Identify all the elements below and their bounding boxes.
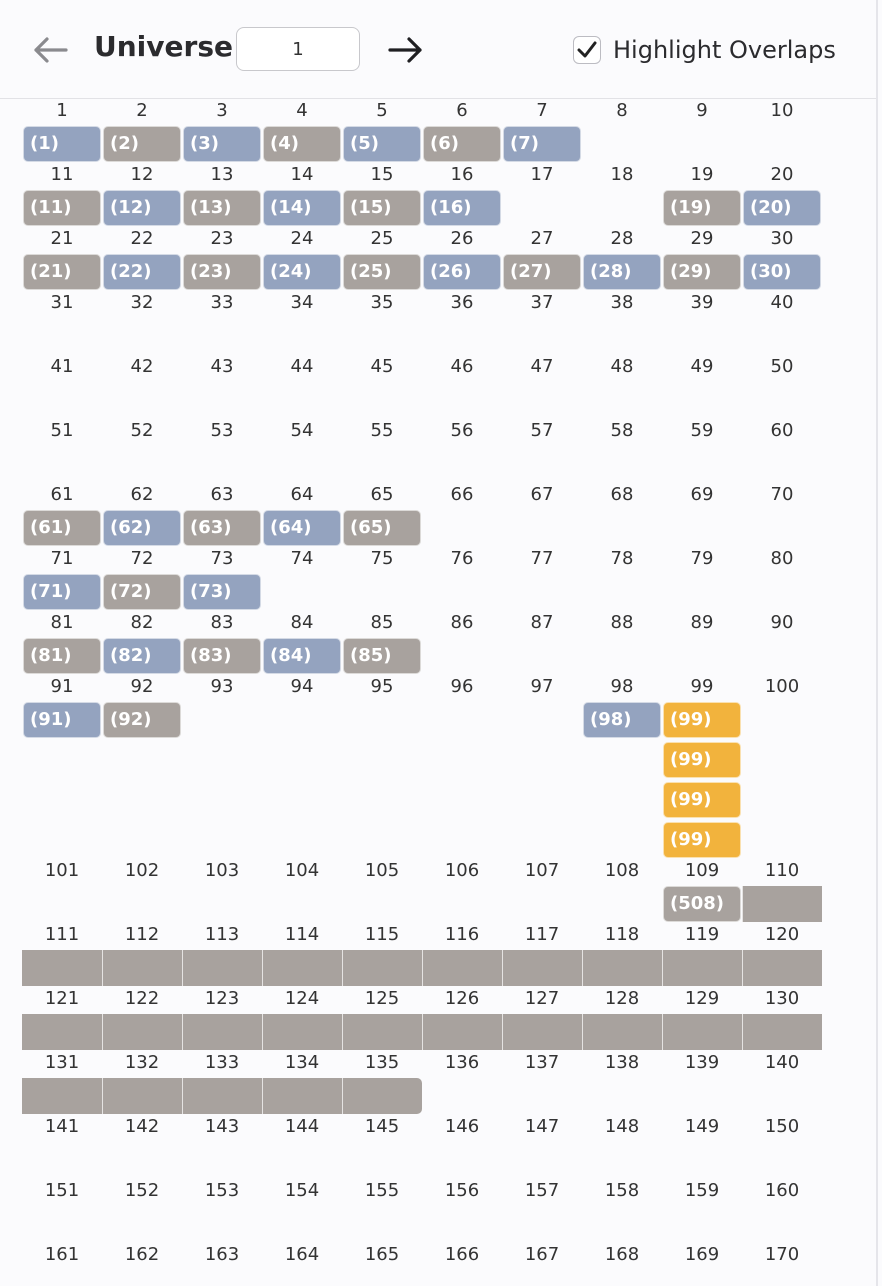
channel-number: 117	[524, 924, 560, 945]
fixture-chip[interactable]: (5)	[343, 126, 421, 162]
fixture-chip[interactable]: (2)	[103, 126, 181, 162]
fixture-chip[interactable]	[742, 950, 822, 986]
channel-number: 119	[684, 924, 720, 945]
channel-number: 135	[364, 1052, 400, 1073]
channel-number: 84	[290, 612, 314, 633]
channel-number: 144	[284, 1116, 320, 1137]
channel-number: 160	[764, 1180, 800, 1201]
channel-number: 140	[764, 1052, 800, 1073]
fixture-chip[interactable]	[422, 1014, 502, 1050]
channel-number: 28	[610, 228, 634, 249]
channel-number: 163	[204, 1244, 240, 1265]
fixture-chip[interactable]: (65)	[343, 510, 421, 546]
channel-number: 62	[130, 484, 154, 505]
channel-number: 118	[604, 924, 640, 945]
channel-number: 52	[130, 420, 154, 441]
fixture-chip[interactable]	[342, 1014, 422, 1050]
channel-number: 31	[50, 292, 74, 313]
channel-number: 47	[530, 356, 554, 377]
channel-number: 121	[44, 988, 80, 1009]
channel-number: 26	[450, 228, 474, 249]
channel-number: 114	[284, 924, 320, 945]
channel-grid	[0, 98, 876, 1286]
channel-number: 109	[684, 860, 720, 881]
fixture-chip[interactable]	[742, 1014, 822, 1050]
channel-number: 50	[770, 356, 794, 377]
fixture-chip[interactable]	[662, 1014, 742, 1050]
fixture-chip[interactable]: (1)	[23, 126, 101, 162]
channel-number: 170	[764, 1244, 800, 1265]
channel-number: 63	[210, 484, 234, 505]
channel-number: 125	[364, 988, 400, 1009]
channel-number: 82	[130, 612, 154, 633]
arrow-right-icon	[388, 36, 424, 64]
channel-number: 153	[204, 1180, 240, 1201]
channel-number: 116	[444, 924, 480, 945]
channel-number: 42	[130, 356, 154, 377]
channel-number: 110	[764, 860, 800, 881]
channel-number: 83	[210, 612, 234, 633]
channel-number: 34	[290, 292, 314, 313]
channel-number: 100	[764, 676, 800, 697]
channel-number: 156	[444, 1180, 480, 1201]
channel-number: 81	[50, 612, 74, 633]
channel-number: 136	[444, 1052, 480, 1073]
highlight-overlaps-toggle[interactable]	[573, 34, 836, 66]
channel-number: 12	[130, 164, 154, 185]
channel-number: 128	[604, 988, 640, 1009]
channel-number: 75	[370, 548, 394, 569]
channel-number: 14	[290, 164, 314, 185]
channel-number: 92	[130, 676, 154, 697]
channel-number: 45	[370, 356, 394, 377]
channel-number: 131	[44, 1052, 80, 1073]
highlight-overlaps-checkbox[interactable]	[573, 36, 601, 64]
fixture-chip[interactable]: (16)	[423, 190, 501, 226]
channel-number: 166	[444, 1244, 480, 1265]
channel-number: 161	[44, 1244, 80, 1265]
channel-number: 8	[616, 100, 628, 121]
channel-number: 151	[44, 1180, 80, 1201]
channel-number: 74	[290, 548, 314, 569]
fixture-chip[interactable]: (82)	[103, 638, 181, 674]
fixture-chip[interactable]	[22, 950, 102, 986]
channel-number: 76	[450, 548, 474, 569]
channel-number: 69	[690, 484, 714, 505]
fixture-chip[interactable]: (98)	[583, 702, 661, 738]
channel-number: 123	[204, 988, 240, 1009]
channel-number: 65	[370, 484, 394, 505]
fixture-chip[interactable]	[102, 1014, 182, 1050]
channel-number: 66	[450, 484, 474, 505]
channel-number: 168	[604, 1244, 640, 1265]
channel-number: 71	[50, 548, 74, 569]
channel-number: 147	[524, 1116, 560, 1137]
channel-number: 88	[610, 612, 634, 633]
channel-number: 157	[524, 1180, 560, 1201]
fixture-chip[interactable]: (64)	[263, 510, 341, 546]
channel-number: 113	[204, 924, 240, 945]
channel-number: 4	[296, 100, 308, 121]
channel-number: 95	[370, 676, 394, 697]
channel-number: 17	[530, 164, 554, 185]
channel-number: 102	[124, 860, 160, 881]
channel-number: 59	[690, 420, 714, 441]
fixture-chip[interactable]	[662, 950, 742, 986]
channel-number: 167	[524, 1244, 560, 1265]
fixture-chip[interactable]: (21)	[23, 254, 101, 290]
channel-number: 85	[370, 612, 394, 633]
channel-number: 133	[204, 1052, 240, 1073]
arrow-left-icon	[32, 36, 68, 64]
channel-number: 3	[216, 100, 228, 121]
fixture-chip[interactable]	[22, 1014, 102, 1050]
channel-number: 108	[604, 860, 640, 881]
channel-number: 93	[210, 676, 234, 697]
fixture-chip[interactable]: (81)	[23, 638, 101, 674]
channel-number: 89	[690, 612, 714, 633]
channel-number: 51	[50, 420, 74, 441]
fixture-chip[interactable]	[502, 950, 582, 986]
fixture-chip[interactable]: (7)	[503, 126, 581, 162]
fixture-chip[interactable]: (91)	[23, 702, 101, 738]
channel-number: 124	[284, 988, 320, 1009]
channel-number: 2	[136, 100, 148, 121]
channel-number: 106	[444, 860, 480, 881]
fixture-chip[interactable]: (63)	[183, 510, 261, 546]
fixture-chip[interactable]: (62)	[103, 510, 181, 546]
channel-number: 13	[210, 164, 234, 185]
previous-universe-button[interactable]	[30, 32, 70, 68]
channel-number: 132	[124, 1052, 160, 1073]
channel-number: 134	[284, 1052, 320, 1073]
channel-number: 58	[610, 420, 634, 441]
channel-number: 24	[290, 228, 314, 249]
overlap-fixture-chip[interactable]: (99)	[663, 822, 741, 858]
channel-number: 53	[210, 420, 234, 441]
channel-number: 139	[684, 1052, 720, 1073]
channel-number: 99	[690, 676, 714, 697]
fixture-chip[interactable]: (29)	[663, 254, 741, 290]
channel-number: 15	[370, 164, 394, 185]
fixture-chip[interactable]: (61)	[23, 510, 101, 546]
channel-number: 6	[456, 100, 468, 121]
channel-number: 33	[210, 292, 234, 313]
channel-number: 101	[44, 860, 80, 881]
channel-number: 41	[50, 356, 74, 377]
fixture-chip[interactable]: (11)	[23, 190, 101, 226]
channel-number: 149	[684, 1116, 720, 1137]
fixture-chip[interactable]: (83)	[183, 638, 261, 674]
fixture-chip[interactable]	[582, 950, 662, 986]
fixture-chip[interactable]	[102, 950, 182, 986]
fixture-chip[interactable]: (22)	[103, 254, 181, 290]
fixture-chip[interactable]: (25)	[343, 254, 421, 290]
fixture-chip[interactable]	[422, 950, 502, 986]
channel-number: 98	[610, 676, 634, 697]
channel-number: 56	[450, 420, 474, 441]
channel-number: 97	[530, 676, 554, 697]
channel-number: 20	[770, 164, 794, 185]
fixture-chip[interactable]: (15)	[343, 190, 421, 226]
channel-number: 94	[290, 676, 314, 697]
channel-number: 111	[44, 924, 80, 945]
channel-number: 79	[690, 548, 714, 569]
channel-number: 154	[284, 1180, 320, 1201]
channel-number: 96	[450, 676, 474, 697]
channel-number: 7	[536, 100, 548, 121]
fixture-chip[interactable]	[262, 950, 342, 986]
fixture-chip[interactable]	[502, 1014, 582, 1050]
channel-number: 112	[124, 924, 160, 945]
channel-number: 145	[364, 1116, 400, 1137]
channel-number: 80	[770, 548, 794, 569]
channel-number: 29	[690, 228, 714, 249]
channel-number: 30	[770, 228, 794, 249]
channel-number: 165	[364, 1244, 400, 1265]
channel-number: 87	[530, 612, 554, 633]
channel-number: 43	[210, 356, 234, 377]
channel-number: 23	[210, 228, 234, 249]
channel-number: 32	[130, 292, 154, 313]
channel-number: 72	[130, 548, 154, 569]
channel-number: 57	[530, 420, 554, 441]
channel-number: 150	[764, 1116, 800, 1137]
channel-number: 138	[604, 1052, 640, 1073]
fixture-chip[interactable]	[182, 1078, 262, 1114]
channel-number: 70	[770, 484, 794, 505]
channel-number: 142	[124, 1116, 160, 1137]
fixture-chip[interactable]: (27)	[503, 254, 581, 290]
fixture-chip[interactable]: (3)	[183, 126, 261, 162]
fixture-chip[interactable]: (6)	[423, 126, 501, 162]
fixture-chip[interactable]: (23)	[183, 254, 261, 290]
universe-header	[0, 0, 876, 99]
fixture-chip[interactable]	[102, 1078, 182, 1114]
channel-number: 21	[50, 228, 74, 249]
channel-number: 11	[50, 164, 74, 185]
fixture-chip[interactable]: (13)	[183, 190, 261, 226]
channel-number: 103	[204, 860, 240, 881]
channel-number: 9	[696, 100, 708, 121]
channel-number: 36	[450, 292, 474, 313]
fixture-chip[interactable]: (19)	[663, 190, 741, 226]
fixture-chip[interactable]: (84)	[263, 638, 341, 674]
page-title: Universe	[94, 30, 233, 63]
channel-number: 162	[124, 1244, 160, 1265]
channel-number: 10	[770, 100, 794, 121]
channel-number: 115	[364, 924, 400, 945]
fixture-chip[interactable]	[182, 950, 262, 986]
channel-number: 120	[764, 924, 800, 945]
channel-number: 39	[690, 292, 714, 313]
fixture-chip[interactable]: (28)	[583, 254, 661, 290]
channel-number: 46	[450, 356, 474, 377]
channel-number: 18	[610, 164, 634, 185]
channel-number: 155	[364, 1180, 400, 1201]
channel-number: 16	[450, 164, 474, 185]
channel-number: 105	[364, 860, 400, 881]
channel-number: 78	[610, 548, 634, 569]
fixture-chip[interactable]: (12)	[103, 190, 181, 226]
channel-number: 40	[770, 292, 794, 313]
channel-number: 129	[684, 988, 720, 1009]
channel-number: 49	[690, 356, 714, 377]
channel-number: 126	[444, 988, 480, 1009]
channel-number: 141	[44, 1116, 80, 1137]
channel-number: 159	[684, 1180, 720, 1201]
channel-number: 64	[290, 484, 314, 505]
channel-number: 44	[290, 356, 314, 377]
channel-number: 37	[530, 292, 554, 313]
fixture-chip[interactable]: (92)	[103, 702, 181, 738]
channel-number: 91	[50, 676, 74, 697]
channel-number: 35	[370, 292, 394, 313]
channel-number: 55	[370, 420, 394, 441]
fixture-chip[interactable]: (30)	[743, 254, 821, 290]
fixture-chip[interactable]	[342, 1078, 422, 1114]
channel-number: 68	[610, 484, 634, 505]
fixture-chip[interactable]: (26)	[423, 254, 501, 290]
channel-number: 19	[690, 164, 714, 185]
channel-number: 5	[376, 100, 388, 121]
channel-number: 146	[444, 1116, 480, 1137]
fixture-chip[interactable]	[582, 1014, 662, 1050]
channel-number: 127	[524, 988, 560, 1009]
overlap-fixture-chip[interactable]: (99)	[663, 702, 741, 738]
channel-number: 104	[284, 860, 320, 881]
channel-number: 48	[610, 356, 634, 377]
channel-number: 164	[284, 1244, 320, 1265]
fixture-chip[interactable]: (4)	[263, 126, 341, 162]
checkmark-icon	[577, 41, 597, 59]
fixture-chip[interactable]: (20)	[743, 190, 821, 226]
universe-number-input[interactable]	[236, 27, 360, 71]
overlap-fixture-chip[interactable]: (99)	[663, 742, 741, 778]
channel-number: 86	[450, 612, 474, 633]
overlap-fixture-chip[interactable]: (99)	[663, 782, 741, 818]
fixture-chip[interactable]: (73)	[183, 574, 261, 610]
fixture-chip[interactable]: (508)	[663, 886, 741, 922]
fixture-chip[interactable]	[262, 1078, 342, 1114]
channel-number: 1	[56, 100, 68, 121]
next-universe-button[interactable]	[386, 32, 426, 68]
fixture-chip[interactable]: (85)	[343, 638, 421, 674]
channel-number: 137	[524, 1052, 560, 1073]
highlight-overlaps-label: Highlight Overlaps	[613, 36, 836, 64]
channel-number: 143	[204, 1116, 240, 1137]
channel-number: 61	[50, 484, 74, 505]
channel-number: 169	[684, 1244, 720, 1265]
fixture-chip[interactable]: (71)	[23, 574, 101, 610]
channel-number: 38	[610, 292, 634, 313]
fixture-chip[interactable]	[742, 886, 822, 922]
fixture-chip[interactable]	[342, 950, 422, 986]
channel-number: 148	[604, 1116, 640, 1137]
channel-number: 25	[370, 228, 394, 249]
fixture-chip[interactable]: (14)	[263, 190, 341, 226]
channel-number: 122	[124, 988, 160, 1009]
channel-number: 158	[604, 1180, 640, 1201]
channel-number: 67	[530, 484, 554, 505]
channel-number: 54	[290, 420, 314, 441]
channel-number: 60	[770, 420, 794, 441]
channel-number: 77	[530, 548, 554, 569]
fixture-chip[interactable]	[22, 1078, 102, 1114]
channel-number: 130	[764, 988, 800, 1009]
fixture-chip[interactable]	[262, 1014, 342, 1050]
fixture-chip[interactable]: (24)	[263, 254, 341, 290]
channel-number: 73	[210, 548, 234, 569]
channel-number: 90	[770, 612, 794, 633]
channel-number: 27	[530, 228, 554, 249]
fixture-chip[interactable]: (72)	[103, 574, 181, 610]
channel-number: 152	[124, 1180, 160, 1201]
channel-number: 107	[524, 860, 560, 881]
channel-number: 22	[130, 228, 154, 249]
fixture-chip[interactable]	[182, 1014, 262, 1050]
